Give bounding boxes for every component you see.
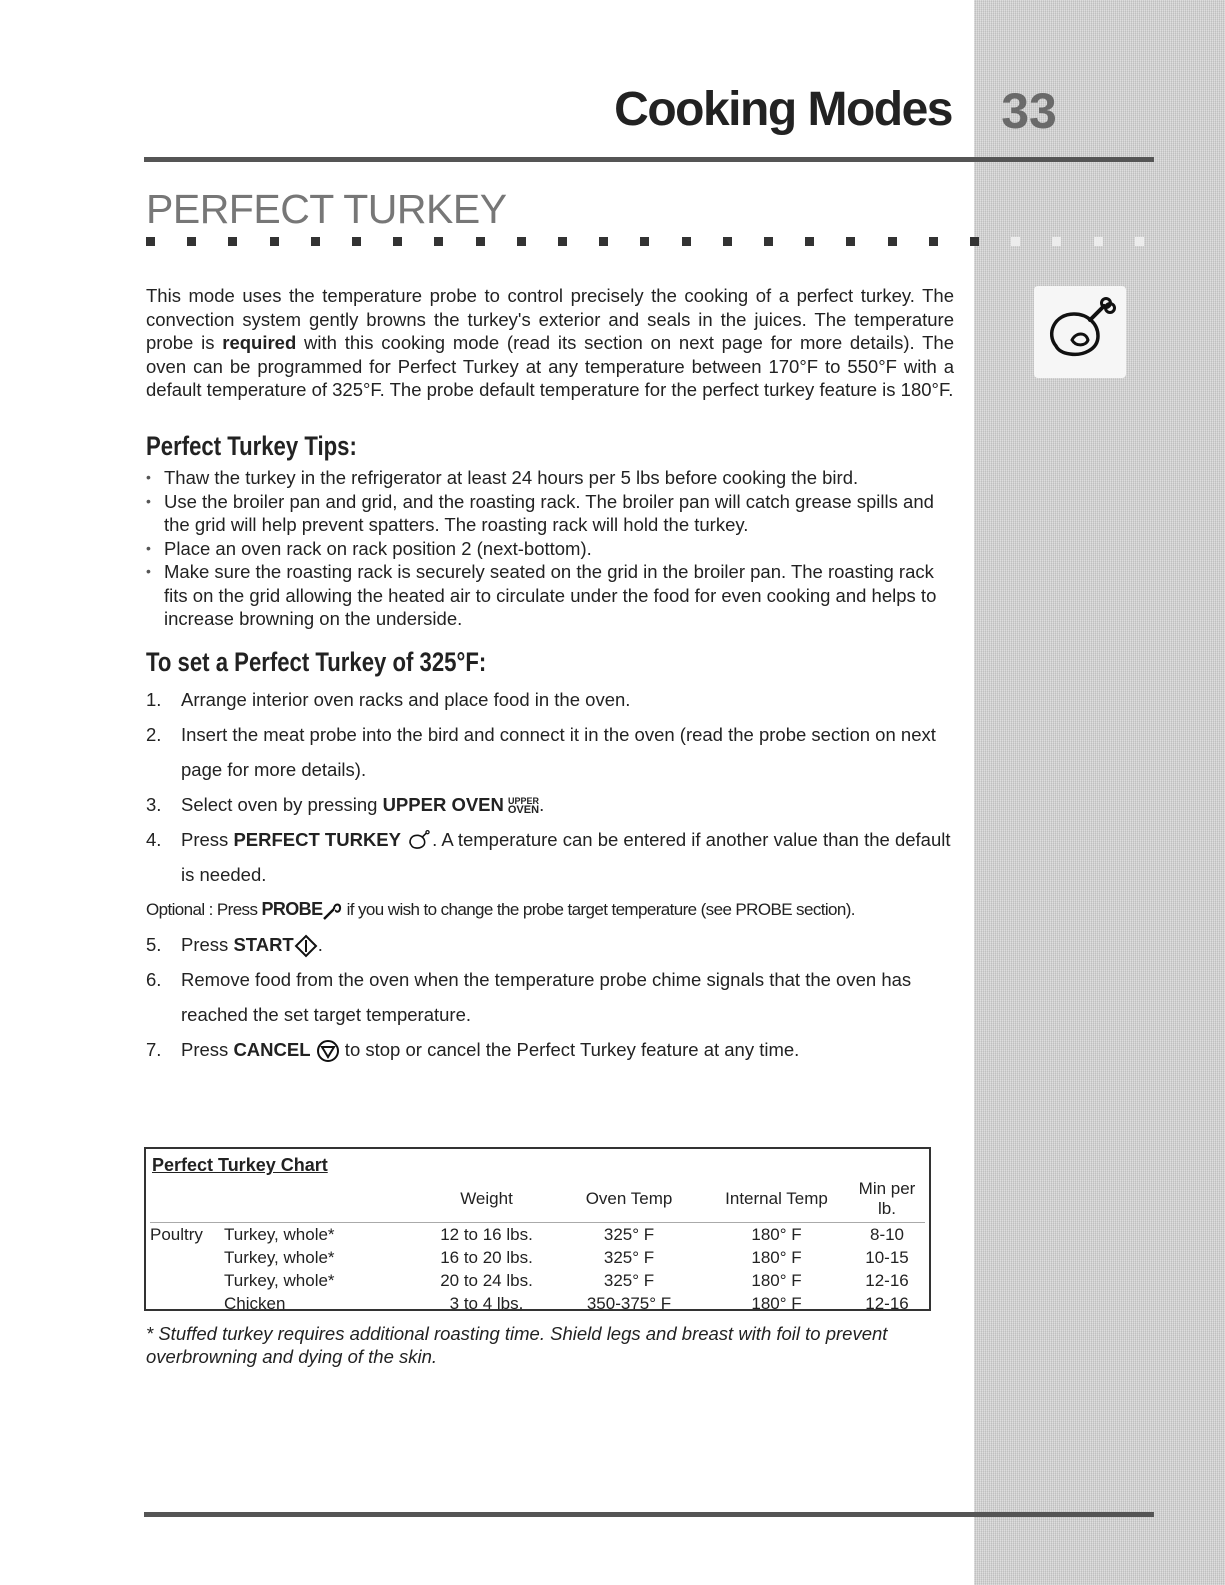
table-cell: Chicken <box>224 1294 286 1313</box>
table-cell: Turkey, whole* <box>224 1248 335 1267</box>
step-6 <box>146 962 954 1032</box>
page-header-title: Cooking Modes <box>614 83 952 136</box>
turkey-icon <box>1042 294 1118 370</box>
step-number: 6. <box>146 969 162 990</box>
chart-table <box>150 1179 925 1315</box>
leader-dot <box>146 237 155 246</box>
table-row <box>150 1269 925 1292</box>
table-row <box>150 1223 925 1247</box>
leader-dot <box>640 237 649 246</box>
table-cell: 12 to 16 lbs. <box>440 1225 533 1244</box>
start-key: START <box>233 934 294 955</box>
step-text: . A temperature can be entered if another value than the default is needed. <box>181 829 951 885</box>
table-cell: Turkey, whole* <box>224 1271 335 1290</box>
turkey-mode-tile <box>1034 286 1126 378</box>
leader-dot <box>805 237 814 246</box>
leader-dot <box>434 237 443 246</box>
tip-item: • Make sure the roasting rack is securely seated on the grid in the broiler pan. The roasting rack fits on the grid allowing the heated air to circulate under the food for even cooking and helps to increase browning on the underside. <box>146 560 954 631</box>
tip-item: • Use the broiler pan and grid, and the roasting rack. The broiler pan will catch grease spills and the grid will help prevent spatters. The roasting rack will hold the turkey. <box>146 490 954 537</box>
turkey-icon <box>406 829 432 853</box>
step-text: Arrange interior oven racks and place food in the oven. <box>181 689 631 710</box>
table-cell: 350-375° F <box>586 1294 672 1313</box>
start-icon <box>294 934 318 958</box>
step-5 <box>146 927 954 962</box>
leader-dot <box>1052 237 1061 246</box>
leader-dot <box>599 237 608 246</box>
step-text: Press <box>181 829 234 850</box>
leader-dot <box>1135 237 1144 246</box>
leader-dot <box>476 237 485 246</box>
table-cell: 16 to 20 lbs. <box>440 1248 533 1267</box>
page-number: 33 <box>1001 83 1057 139</box>
step-1 <box>146 682 954 717</box>
turkey-chart <box>144 1147 931 1311</box>
step-text: Press <box>181 934 234 955</box>
step-3 <box>146 787 954 822</box>
probe-key: PROBE <box>261 899 323 919</box>
table-cell: 180° F <box>751 1248 802 1267</box>
leader-dot <box>393 237 402 246</box>
table-cell: 325° F <box>603 1248 655 1267</box>
leader-dot <box>929 237 938 246</box>
chart-header-cell <box>150 1179 224 1223</box>
leader-dot <box>517 237 526 246</box>
header-rule <box>144 157 1154 162</box>
optional-text: Optional : Press <box>146 900 262 919</box>
leader-dot <box>270 237 279 246</box>
upper-oven-glyph-bottom: OVEN <box>507 804 540 817</box>
step-number: 4. <box>146 829 162 850</box>
intro-required: required <box>222 332 297 353</box>
step-text: to stop or cancel the Perfect Turkey feature at any time. <box>339 1039 800 1060</box>
step-number: 2. <box>146 724 162 745</box>
table-cell: 3 to 4 lbs. <box>449 1294 524 1313</box>
footer-rule <box>144 1512 1154 1517</box>
leader-dot <box>558 237 567 246</box>
table-cell: 8-10 <box>869 1225 905 1244</box>
optional-text: if you wish to change the probe target temperature (see PROBE section). <box>342 900 855 919</box>
table-cell <box>150 1292 224 1315</box>
leader-dot <box>764 237 773 246</box>
tips-heading: Perfect Turkey Tips: <box>146 430 357 461</box>
leader-dot <box>228 237 237 246</box>
chart-header-cell: Weight <box>460 1189 513 1208</box>
table-cell: 180° F <box>751 1294 802 1313</box>
step-text: Insert the meat probe into the bird and connect it in the oven (read the probe section on next page for more details). <box>181 724 936 780</box>
table-cell: 20 to 24 lbs. <box>440 1271 533 1290</box>
main-content <box>146 284 954 1067</box>
cancel-key: CANCEL <box>233 1039 311 1060</box>
table-cell <box>150 1246 224 1269</box>
probe-icon <box>322 901 342 921</box>
chart-title: Perfect Turkey Chart <box>152 1155 328 1175</box>
table-cell: Turkey, whole* <box>224 1225 335 1244</box>
leader-dot <box>888 237 897 246</box>
leader-dot <box>682 237 691 246</box>
chart-footnote: * Stuffed turkey requires additional roasting time. Shield legs and breast with foil to prevent overbrowning and dying of the skin. <box>146 1323 888 1367</box>
cancel-icon <box>316 1039 340 1063</box>
table-cell: Poultry <box>150 1225 203 1244</box>
step-text: . <box>317 934 323 955</box>
tip-item: • Thaw the turkey in the refrigerator at least 24 hours per 5 lbs before cooking the bird. <box>146 466 954 490</box>
chart-header-row <box>150 1179 925 1223</box>
section-title: PERFECT TURKEY <box>146 186 507 232</box>
chart-header-cell <box>224 1179 419 1223</box>
table-cell <box>150 1269 224 1292</box>
set-heading: To set a Perfect Turkey of 325°F: <box>146 646 487 677</box>
chart-header-cell: Internal Temp <box>725 1189 828 1208</box>
tips-list <box>146 466 954 631</box>
leader-dot <box>723 237 732 246</box>
intro-text-2: with this cooking mode (read its section on next page for more details). The oven can be programmed for Perfect Turkey at any temperature between 170°F to 550°F with a default temperature of 325°F. The probe default temperature for the perfect turkey feature is 180°F. <box>146 332 954 400</box>
step-number: 3. <box>146 794 162 815</box>
leader-dot <box>1011 237 1020 246</box>
table-cell: 325° F <box>603 1271 655 1290</box>
upper-oven-key: UPPER OVEN <box>382 794 504 815</box>
upper-oven-icon <box>508 797 539 815</box>
step-text: Select oven by pressing <box>181 794 383 815</box>
tip-item: • Place an oven rack on rack position 2 (next-bottom). <box>146 537 954 561</box>
step-7 <box>146 1032 954 1067</box>
section-dot-leader <box>146 237 1156 247</box>
step-4 <box>146 822 954 892</box>
step-2 <box>146 717 954 787</box>
step-number: 1. <box>146 689 162 710</box>
leader-dot <box>352 237 361 246</box>
step-text: . <box>539 794 545 815</box>
intro-text-1: This mode uses the temperature probe to control precisely the cooking of a perfect turkey. The convection system gently browns the turkey's exterior and seals in the juices. The temperature probe is <box>146 285 954 353</box>
table-row <box>150 1246 925 1269</box>
leader-dot <box>311 237 320 246</box>
step-text: Press <box>181 1039 234 1060</box>
table-cell: 180° F <box>751 1225 802 1244</box>
leader-dot <box>846 237 855 246</box>
chart-header-cell: Oven Temp <box>585 1189 673 1208</box>
chart-header-cell: Min per lb. <box>858 1179 916 1218</box>
leader-dot <box>187 237 196 246</box>
table-cell: 10-15 <box>865 1248 909 1267</box>
table-cell: 180° F <box>751 1271 802 1290</box>
optional-step <box>146 892 954 927</box>
steps-list <box>146 682 954 1067</box>
table-cell: 12-16 <box>865 1271 909 1290</box>
table-cell: 325° F <box>603 1225 655 1244</box>
leader-dot <box>1094 237 1103 246</box>
upper-oven-glyph-top: UPPER <box>507 796 539 807</box>
perfect-turkey-key: PERFECT TURKEY <box>233 829 401 850</box>
step-number: 7. <box>146 1039 162 1060</box>
intro-paragraph <box>146 284 954 402</box>
step-text: Remove food from the oven when the temperature probe chime signals that the oven has reached the set target temperature. <box>181 969 912 1025</box>
leader-dot <box>970 237 979 246</box>
table-cell: 12-16 <box>865 1294 909 1313</box>
table-row <box>150 1292 925 1315</box>
step-number: 5. <box>146 934 162 955</box>
